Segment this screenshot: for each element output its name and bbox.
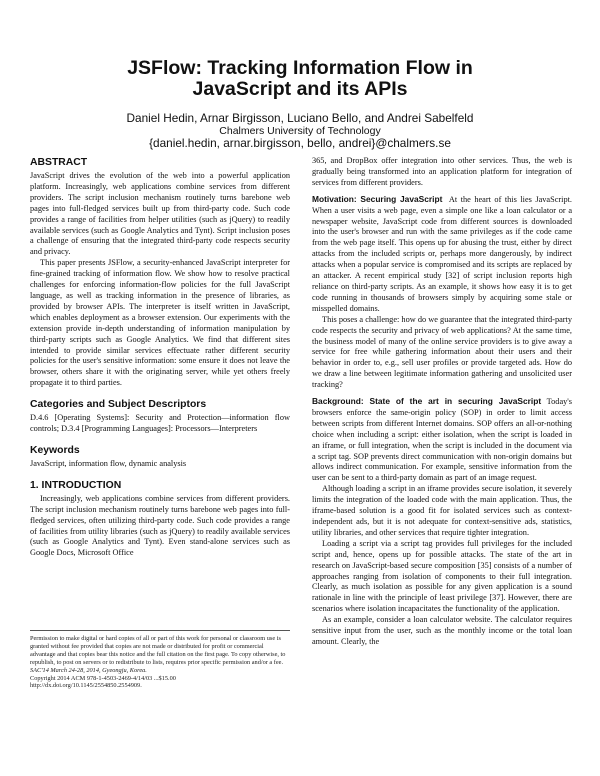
- categories-text: D.4.6 [Operating Systems]: Security and Protection—information flow controls; D.3.4 [Programming Languages]: Processors—Interpreters: [30, 413, 290, 434]
- abstract-paragraph-1: JavaScript drives the evolution of the web into a powerful application platform. Increasingly, web applications combine services from different providers. The script inclusion mechanism routinely turns barebone web pages into full-fledged services built up from third-party code. Such code provides a range of facilities from helper utilities (such as jQuery) to readily available services (such as Google Analytics and Tynt). Script inclusion poses a challenge of ensuring that the integrated third-party code respects security and privacy.: [30, 171, 290, 257]
- copyright-line: Copyright 2014 ACM 978-1-4503-2469-4/14/03 ...$15.00: [30, 674, 176, 682]
- loan-calculator-paragraph: As an example, consider a loan calculator website. The calculator requires sensitive input from the user, such as the monthly income or the total loan amount. Clearly, the: [312, 615, 572, 646]
- doi-link[interactable]: http://dx.doi.org/10.1145/2554850.2554909.: [30, 682, 142, 690]
- motivation-body: At the heart of this lies JavaScript. When a user visits a web page, even a simple one like a loan calculator or a newspaper website, JavaScript code from different sources is downloaded into the user's browser and run with the same privileges as if the code came from the web page itself. This opens up for abusing the trust, either by direct attacks from the included scripts or, perhaps more dangerously, by indirect attacks when a popular service is compromised and its scripts are replaced by an attacker. A recent empirical study [32] of script inclusion reports high reliance on third-party scripts. As an example, it shows how easy it is to get code running in thousands of browsers simply by acquiring some stale or misspelled domains.: [312, 194, 572, 313]
- title-line-1: JSFlow: Tracking Information Flow in: [127, 57, 473, 79]
- categories-heading: Categories and Subject Descriptors: [30, 399, 207, 411]
- keywords-text: JavaScript, information flow, dynamic analysis: [30, 458, 187, 468]
- introduction-paragraph-1: Increasingly, web applications combine services from different providers. The script inclusion mechanism routinely turns barebone web pages into full-fledged services, often utilizing third-party code. Such code provides a range of facilities from utility libraries (such as jQuery) to readily available services (such as Google Analytics and Tynt). Even stand-alone services such as Google Docs, Microsoft Office: [30, 493, 290, 558]
- author-emails: {daniel.hedin, arnar.birgisson, bello, andrei}@chalmers.se: [149, 136, 451, 150]
- challenge-paragraph: This poses a challenge: how do we guarantee that the integrated third-party code respects the security and privacy of web applications? At the same time, the business model of many of the online service providers is to give away a service for free while gathering information about their users and their behavior in order to, e.g., sell user profiles or provide targeted ads. How do we draw a line between legitimate information gathering and unsolicited user tracking?: [312, 314, 572, 390]
- right-column: [312, 156, 572, 756]
- introduction-heading: 1. INTRODUCTION: [30, 479, 122, 491]
- background-paragraph: [312, 396, 572, 484]
- motivation-run-in-heading: Motivation: Securing JavaScript: [312, 193, 443, 204]
- title-line-2: JavaScript and its APIs: [192, 78, 408, 100]
- affiliation: Chalmers University of Technology: [219, 125, 381, 137]
- paper-title: [0, 58, 600, 100]
- author-list: Daniel Hedin, Arnar Birgisson, Luciano Bello, and Andrei Sabelfeld: [126, 111, 474, 125]
- script-tag-paragraph: Loading a script via a script tag provides full privileges for the included script and, hence, opens up for possible attacks. The state of the art in research on JavaScript-based secure composition [35] consists of a number of approaches ranging from isolation of components to their full integration. Clearly, as much isolation as possible for any given application is a sound rationale in line with the principle of least privilege [37]. However, there are scenarios where isolation incapacitates the functionality of the application.: [312, 538, 572, 614]
- intro-continued-paragraph: 365, and DropBox offer integration into other services. Thus, the web is gradually being transformed into an application platform for integration of services from different providers.: [312, 156, 572, 187]
- keywords-heading: Keywords: [30, 444, 80, 456]
- copyright-footnote: [30, 630, 290, 690]
- abstract-heading: ABSTRACT: [30, 157, 88, 168]
- iframe-paragraph: Although loading a script in an iframe provides secure isolation, it severely limits the integration of the loaded code with the main application. Thus, the iframe-based solution is a good fit for isolated services such as context-independent ads, but it is not adequate for context-sensitive ads, statistics, utility libraries, and other services that require tighter integration.: [312, 484, 572, 537]
- permission-notice: Permission to make digital or hard copies of all or part of this work for personal or classroom use is granted without fee provided that copies are not made or distributed for profit or commercial advantage and that copies bear this notice and the full citation on the first page. To copy otherwise, to republish, to post on servers or to redistribute to lists, requires prior specific permission and/or a fee.: [30, 635, 286, 666]
- abstract-paragraph-2: This paper presents JSFlow, a security-enhanced JavaScript interpreter for fine-grained tracking of information flow. We show how to resolve practical challenges for enforcing information-flow policies for the full JavaScript language, as well as tracking information in the presence of libraries, as provided by browser APIs. The interpreter is itself written in JavaScript, which enables deployment as a browser extension. Our experiments with the extension provide in-depth understanding of information manipulation by third-party scripts such as Google Analytics. We find that different sites intended to provide similar services effectuate rather different security policies for the user's sensitive information: some ensure it does not leave the browser, others share it with the originating server, while yet others freely propagate it to third parties.: [30, 258, 290, 388]
- background-body: Today's browsers enforce the same-origin policy (SOP) in order to limit access between scripts from different Internet domains. SOP offers an all-or-nothing choice when including a script: either isolation, when the script is loaded in an iframe, or full integration, when the script is included in the document via a script tag. SOP prevents direct communication with non-origin domains but allows indirect communication. For example, sensitive information from the user can be sent to a third-party domain as part of an image request.: [312, 397, 572, 483]
- motivation-paragraph: [312, 194, 572, 315]
- background-run-in-heading: Background: State of the art in securing JavaScript: [312, 396, 542, 407]
- conference-line: SAC'14 March 24-28, 2014, Gyeongju, Korea.: [30, 666, 147, 674]
